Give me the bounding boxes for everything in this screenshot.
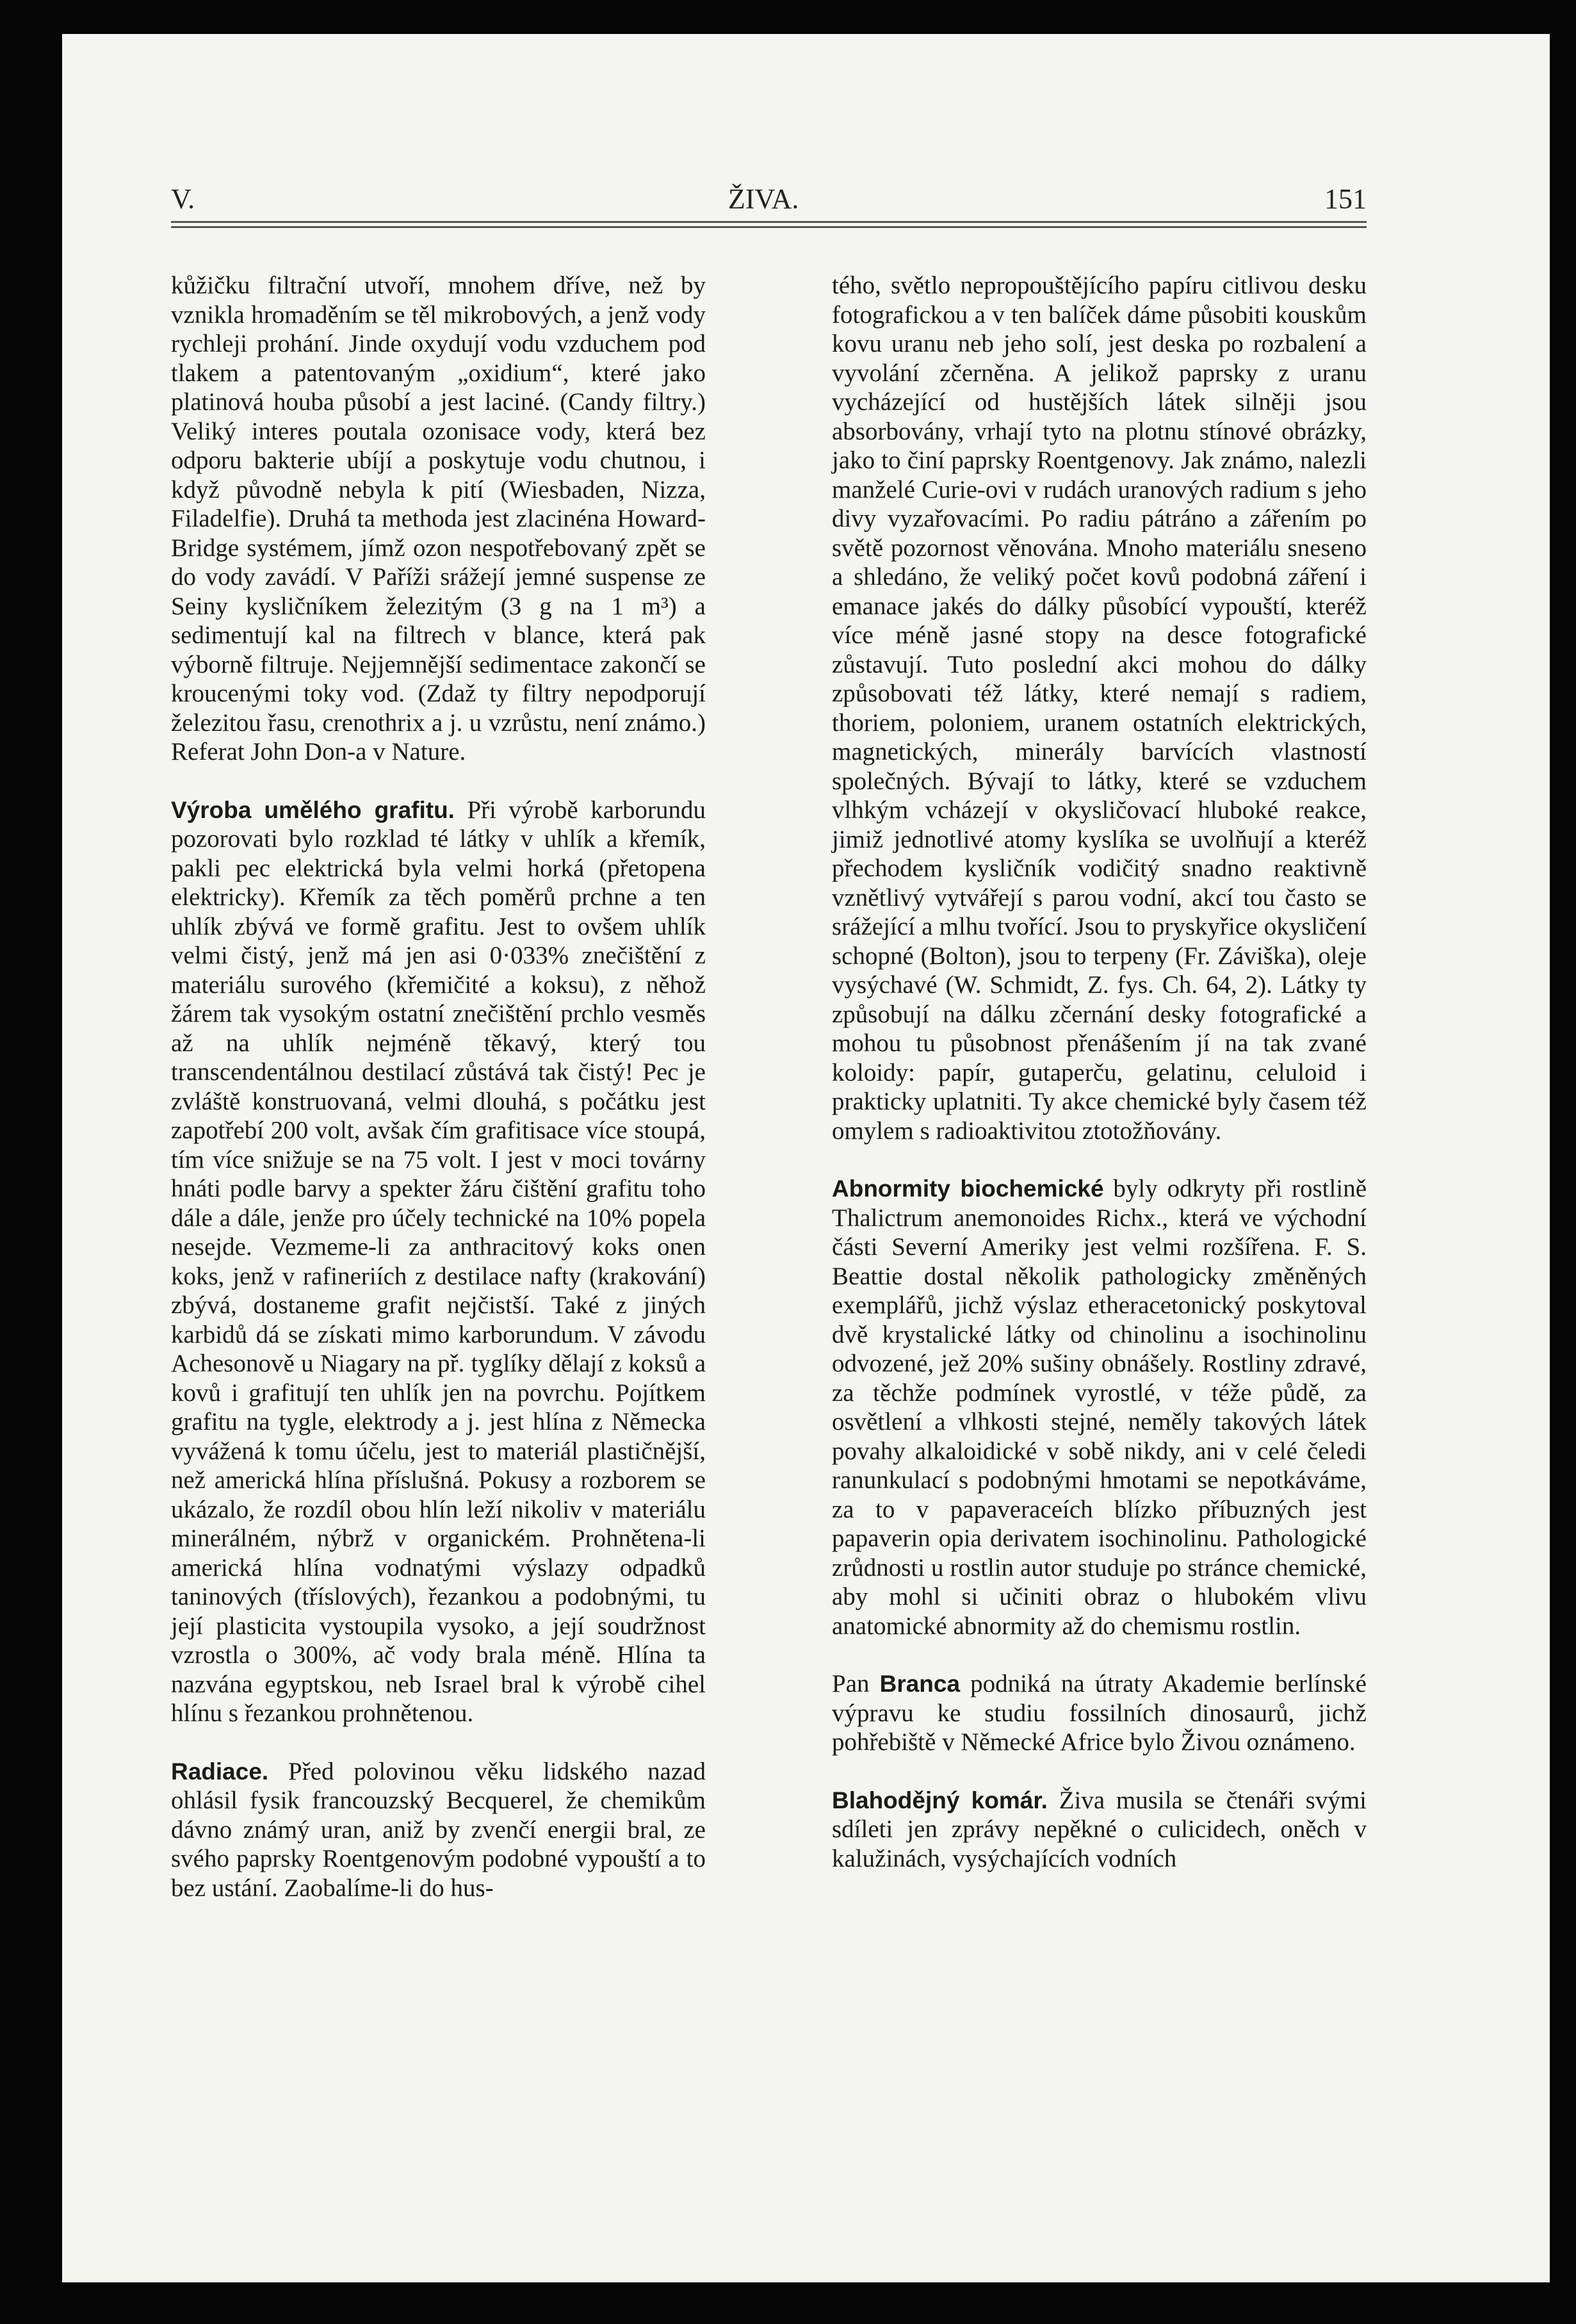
section-title-branca: Branca xyxy=(879,1671,961,1697)
section-title-radiation: Radiace. xyxy=(171,1758,269,1785)
right-column xyxy=(832,271,1367,1873)
section-body-radiation: Před polovinou věku lidského nazad ohlásil fysik francouzský Becquerel, že chemikům dávno známý uran, aniž by zvenčí energii bral, ze svého paprsky Roentgenovým podobné vypouští a to bez ustání. Zaobalíme-li do hus- xyxy=(171,1757,706,1902)
page-header xyxy=(171,183,1367,221)
section-body-abnormities: byly odkryty při rostlině Thalictrum anemonoides Richx., která ve východní části Severní Ameriky jest velmi rozšířena. F. S. Beattie dostal několik pathologicky změněných exemplářů, jichž výslaz etheracetonický poskytoval dvě krystalické látky od chinolinu a isochinolinu odvozené, jež 20% sušiny obnášely. Rostliny zdravé, za těchže podmínek vyrostlé, v téže půdě, za osvětlení a vlhkosti stejné, neměly takových látek povahy alkaloidické v sobě nikdy, ani v celé čeledi ranunkulací s podobnými hmotami se nepotkáváme, za to v papaveraceích blízko příbuzných jest papaverin opia derivatem isochinolinu. Pathologické zrůdnosti u rostlin autor studuje po stránce chemické, aby mohl si učiniti obraz o hlubokém vlivu anatomické abnormity až do chemismu rostlin. xyxy=(832,1175,1367,1640)
paragraph-radiation-continued: tého, světlo nepropouštějícího papíru citlivou desku fotografickou a v ten balíček dáme působiti kouskům kovu uranu neb jeho solí, jest deska po rozbalení a vyvolání zčerněna. A jelikož paprsky z uranu vycházející od hustějších látek silněji jsou absorbovány, vrhají tyto na plotnu stínové obrázky, jako to činí paprsky Roentgenovy. Jak známo, nalezli manželé Curie-ovi v rudách uranových radium s jeho divy vyzařovacími. Po radiu pátráno a zářením po světě pozornost věnována. Mnoho materiálu sneseno a shledáno, že veliký počet kovů podobná záření i emanace jakés do dálky působící vypouští, kteréž více méně jasné stopy na desce fotografické zůstavují. Tuto poslední akci mohou do dálky způsobovati též látky, které nemají s radiem, thoriem, poloniem, uranem ostatních elektrických, magnetických, minerály barvících vlastností společných. Bývají to látky, které se vzduchem vlhkým vcházejí v okysličovací hluboké reakce, jimiž jednotlivé atomy kyslíka se uvolňují a kteréž přechodem kysličník vodičitý snadno reaktivně vznětlivý vytvářejí s parou vodní, akcí tou často se srážející a mlhu tvořící. Jsou to pryskyřice okysličení schopné (Bolton), jsou to terpeny (Fr. Záviška), oleje vysýchavé (W. Schmidt, Z. fys. Ch. 64, 2). Látky ty způsobují na dálku zčernání desky fotografické a mohou tu působnost přenášením jí na tak zvané koloidy: papír, gutaperču, gelatinu, celuloid i prakticky uplatniti. Ty akce chemické byly časem též omylem s radioaktivitou ztotožňovány. xyxy=(832,272,1367,1145)
paragraph-filters: kůžičku filtrační utvoří, mnohem dříve, než by vznikla hromaděním se těl mikrobových, a jenž vody rychleji prohání. Jinde oxydují vodu vzduchem pod tlakem a patentovaným „oxidium“, které jako platinová houba působí a jest laciné. (Candy filtry.) Veliký interes poutala ozonisace vody, která bez odporu bakterie ubíjí a poskytuje vodu chutnou, i když původně nebyla k pití (Wiesbaden, Nizza, Filadelfie). Druhá ta methoda jest zlacinéna Howard-Bridge systémem, jímž ozon nespotřebovaný zpět se do vody zavádí. V Paříži srážejí jemné suspense ze Seiny kysličníkem železitým (3 g na 1 m³) a sedimentují kal na filtrech v blance, která pak výborně filtruje. Nejjemnější sedimentace zakončí se kroucenými toky vod. (Zdaž ty filtry nepodporují železitou řasu, crenothrix a j. u vzrůstu, není známo.) Referat John Don-a v Nature. xyxy=(171,272,706,765)
section-mosquito xyxy=(832,1786,1367,1874)
volume-number: V. xyxy=(171,183,195,215)
left-column xyxy=(171,271,706,1903)
section-body-graphite: Při výrobě karborundu pozorovati bylo rozklad té látky v uhlík a křemík, pakli pec elektrická byla velmi horká (přetopena elektricky). Křemík za těch poměrů prchne a ten uhlík zbývá ve formě grafitu. Jest to ovšem uhlík velmi čistý, jenž má jen asi 0·033% znečištění z materiálu surového (křemičité a koksu), z něhož žárem tak vysokým ostatní znečištění prchlo vesměs až na uhlík nejméně těkavý, který tou transcendentálnou destilací zůstává tak čistý! Pec je zvláště konstruovaná, velmi dlouhá, s počátku jest zapotřebí 200 volt, avšak čím grafitisace více stoupá, tím více snižuje se na 75 volt. I jest v moci továrny hnáti podle barvy a spekter žáru čištění grafitu toho dále a dále, jenže pro účely technické na 10% popela nesejde. Vezmeme-li za anthracitový koks onen koks, jenž v rafineriích z destilace nafty (krakování) zbývá, dostaneme grafit nejčistší. Také z jiných karbidů dá se získati mimo karborundum. V závodu Achesonově u Niagary na př. tyglíky dělají z koksů a kovů i grafitují ten uhlík jen na povrchu. Pojítkem grafitu na tygle, elektrody a j. jest hlína z Německa vyvážená k tomu účelu, jest to materiál plastičnější, než americká hlína příslušná. Pokusy a rozborem se ukázalo, že rozdíl obou hlín leží nikoliv v materiálu minerálném, nýbrž v organickém. Prohnětena-li americká hlína vodnatými výslazy odpadků taninových (tříslových), řezankou a podobnými, tu její plasticita vystoupila vysoko, a její soudržnost vzrostla o 300%, ač vody brala méně. Hlína ta nazvána egyptskou, neb Israel bral k výrobě cihel hlínu s řezankou prohnětenou. xyxy=(171,796,706,1727)
section-biochemical-abnormities xyxy=(832,1174,1367,1641)
journal-title: ŽIVA. xyxy=(728,183,799,215)
section-body-mosquito: Živa musila se čtenáři svými sdíleti jen zprávy nepěkné o culicidech, oněch v kalužinách, vysýchajících vodních xyxy=(832,1786,1367,1872)
header-rule-bottom xyxy=(171,226,1367,228)
section-title-graphite: Výroba umělého grafitu. xyxy=(171,796,455,823)
branca-prefix: Pan xyxy=(832,1670,880,1698)
section-title-abnormities: Abnormity biochemické xyxy=(832,1175,1104,1202)
section-branca xyxy=(832,1669,1367,1757)
page-number: 151 xyxy=(1324,183,1367,215)
header-rule-top xyxy=(171,221,1367,223)
journal-page xyxy=(62,34,1550,2282)
section-body-branca: podniká na útraty Akademie berlínské výpravu ke studiu fossilních dinosaurů, jichž pohřebiště v Německé Africe bylo Živou oznámeno. xyxy=(832,1670,1367,1756)
section-title-mosquito: Blahodějný komár. xyxy=(832,1787,1048,1813)
section-graphite xyxy=(171,796,706,1728)
section-radiation xyxy=(171,1757,706,1903)
